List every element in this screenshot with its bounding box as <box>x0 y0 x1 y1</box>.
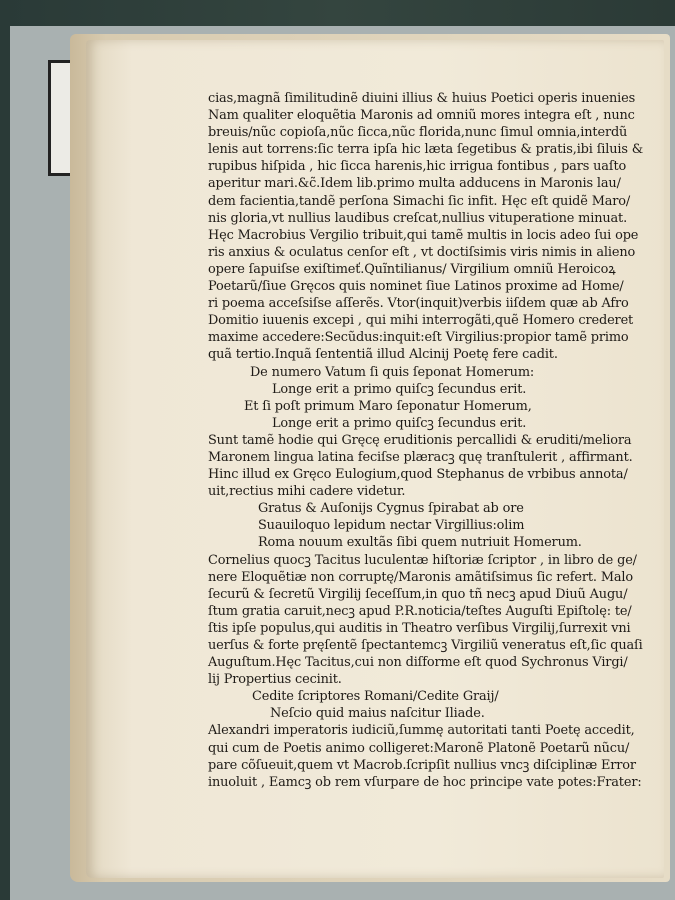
text-line: ſtis ipſe populus,qui auditis in Theatro verſibus Virgilij,ſurrexit vni <box>208 620 631 636</box>
text-line: maxime accedere:Secũdus:inquit:eſt Virgilius:propior tamẽ primo <box>208 330 629 346</box>
page-text-block <box>208 90 644 791</box>
verse-line: Cedite ſcriptores Romani/Cedite Graij/ <box>252 689 499 705</box>
text-line: lij Propertius cecinit. <box>208 672 342 688</box>
text-line: Alexandri imperatoris iudiciũ,ſummę autoritati tanti Poetę accedit, <box>208 723 635 739</box>
verse-line: Roma nouum exultãs ſibi quem nutriuit Homerum. <box>258 535 582 551</box>
text-line: Poetarũ/ſiue Gręcos quis nominet ſiue Latinos proxime ad Home/ <box>208 279 624 295</box>
text-line: uit,rectius mihi cadere videtur. <box>208 484 406 500</box>
text-line: uerſus & forte pręſentẽ ſpectantemcꝫ Virgiliũ veneratus eſt,ſic quaſi <box>208 638 643 653</box>
text-line: nere Eloquẽtiæ non corruptę/Maronis amãtiſsimus ſic refert. Malo <box>208 569 633 585</box>
text-line: quã tertio.Inquã ſententiã illud Alcinij Poetę fere cadit. <box>208 347 558 363</box>
text-line: Sunt tamẽ hodie qui Gręcę eruditionis percallidi & eruditi/meliora <box>208 432 632 448</box>
text-line: ris anxius & oculatus cenſor eſt , vt doctiſsimis viris nimis in alieno <box>208 244 636 260</box>
verse-line: Longe erit a primo quiſcꝫ ſecundus erit. <box>272 415 527 431</box>
text-line: Cornelius quocꝫ Tacitus luculentæ hiſtoriæ ſcriptor , in libro de ge/ <box>208 552 637 568</box>
text-line: lenis aut torrens:ſic terra ipſa hic læta ſegetibus & pratis,ibi ſiluis & <box>208 142 644 158</box>
verse-line: Longe erit a primo quiſcꝫ ſecundus erit. <box>272 381 527 397</box>
verse-line: Gratus & Auſonijs Cygnus ſpirabat ab ore <box>258 501 524 517</box>
verse-line: De numero Vatum ſi quis ſeponat Homerum: <box>250 364 535 380</box>
text-line: aperitur mari.&c̃.Idem lib.primo multa adducens in Maronis lau/ <box>208 176 621 192</box>
text-line: breuis/nũc copioſa,nũc ſicca,nũc florida,nunc ſimul omnia,interdũ <box>208 125 628 141</box>
text-line: inuoluit , Eamcꝫ ob rem vſurpare de hoc principe vate potes:Frater: <box>208 774 642 790</box>
verse-line: Et ſi poſt primum Maro ſeponatur Homerum, <box>244 398 532 414</box>
text-line: nis gloria,vt nullius laudibus creſcat,nullius vituperatione minuat. <box>208 210 628 226</box>
text-line: Auguſtum.Hęc Tacitus,cui non diſforme eſt quod Sychronus Virgi/ <box>208 655 628 671</box>
text-line: ri poema acceſsiſse aſſerẽs. Vtor(inquit)verbis iiſdem quæ ab Afro <box>208 296 629 312</box>
text-line: Hinc illud ex Gręco Eulogium,quod Stephanus de vrbibus annota/ <box>208 467 628 483</box>
verse-line: Suauiloquo lepidum nectar Virgillius:olim <box>258 518 525 534</box>
text-line: ſecurũ & ſecretũ Virgilij ſeceſſum,in quo tñ necꝫ apud Diuũ Augu/ <box>208 586 628 602</box>
text-line: qui cum de Poetis animo colligeret:Maronẽ Platonẽ Poetarũ nũcu/ <box>208 740 630 756</box>
text-line: pare cõſueuit,quem vt Macrob.ſcripſit nullius vncꝫ diſciplinæ Error <box>208 757 636 773</box>
verse-line: Neſcio quid maius naſcitur Iliade. <box>270 706 485 722</box>
text-line: rupibus hiſpida , hic ſicca harenis,hic irrigua fontibus , pars uaſto <box>208 159 627 175</box>
text-line: Maronem lingua latina feciſse plæracꝫ quę tranſtulerit , affirmant. <box>208 449 633 465</box>
text-line: Hęc Macrobius Vergilio tribuit,qui tamẽ multis in locis adeo ſui ope <box>208 227 639 243</box>
text-line: Nam qualiter eloquẽtia Maronis ad omniũ mores integra eſt , nunc <box>208 108 635 124</box>
text-line: dem facientia,tandẽ perſona Simachi ſic infit. Hęc eſt quidẽ Maro/ <box>208 193 631 209</box>
text-line: Domitio iuuenis excepi , qui mihi interrogãti,quẽ Homero crederet <box>208 313 634 329</box>
text-line: opere ſapuiſse exiſtimeť.Quĩntilianus/ Virgilium omniũ Heroicoꝝ <box>208 261 616 277</box>
text-line: cias,magnã ſimilitudinẽ diuini illius & huius Poetici operis inuenies <box>208 91 636 106</box>
text-line: ſtum gratia caruit,necꝫ apud P.R.noticia/teſtes Auguſti Epiſtolę: te/ <box>208 603 632 619</box>
